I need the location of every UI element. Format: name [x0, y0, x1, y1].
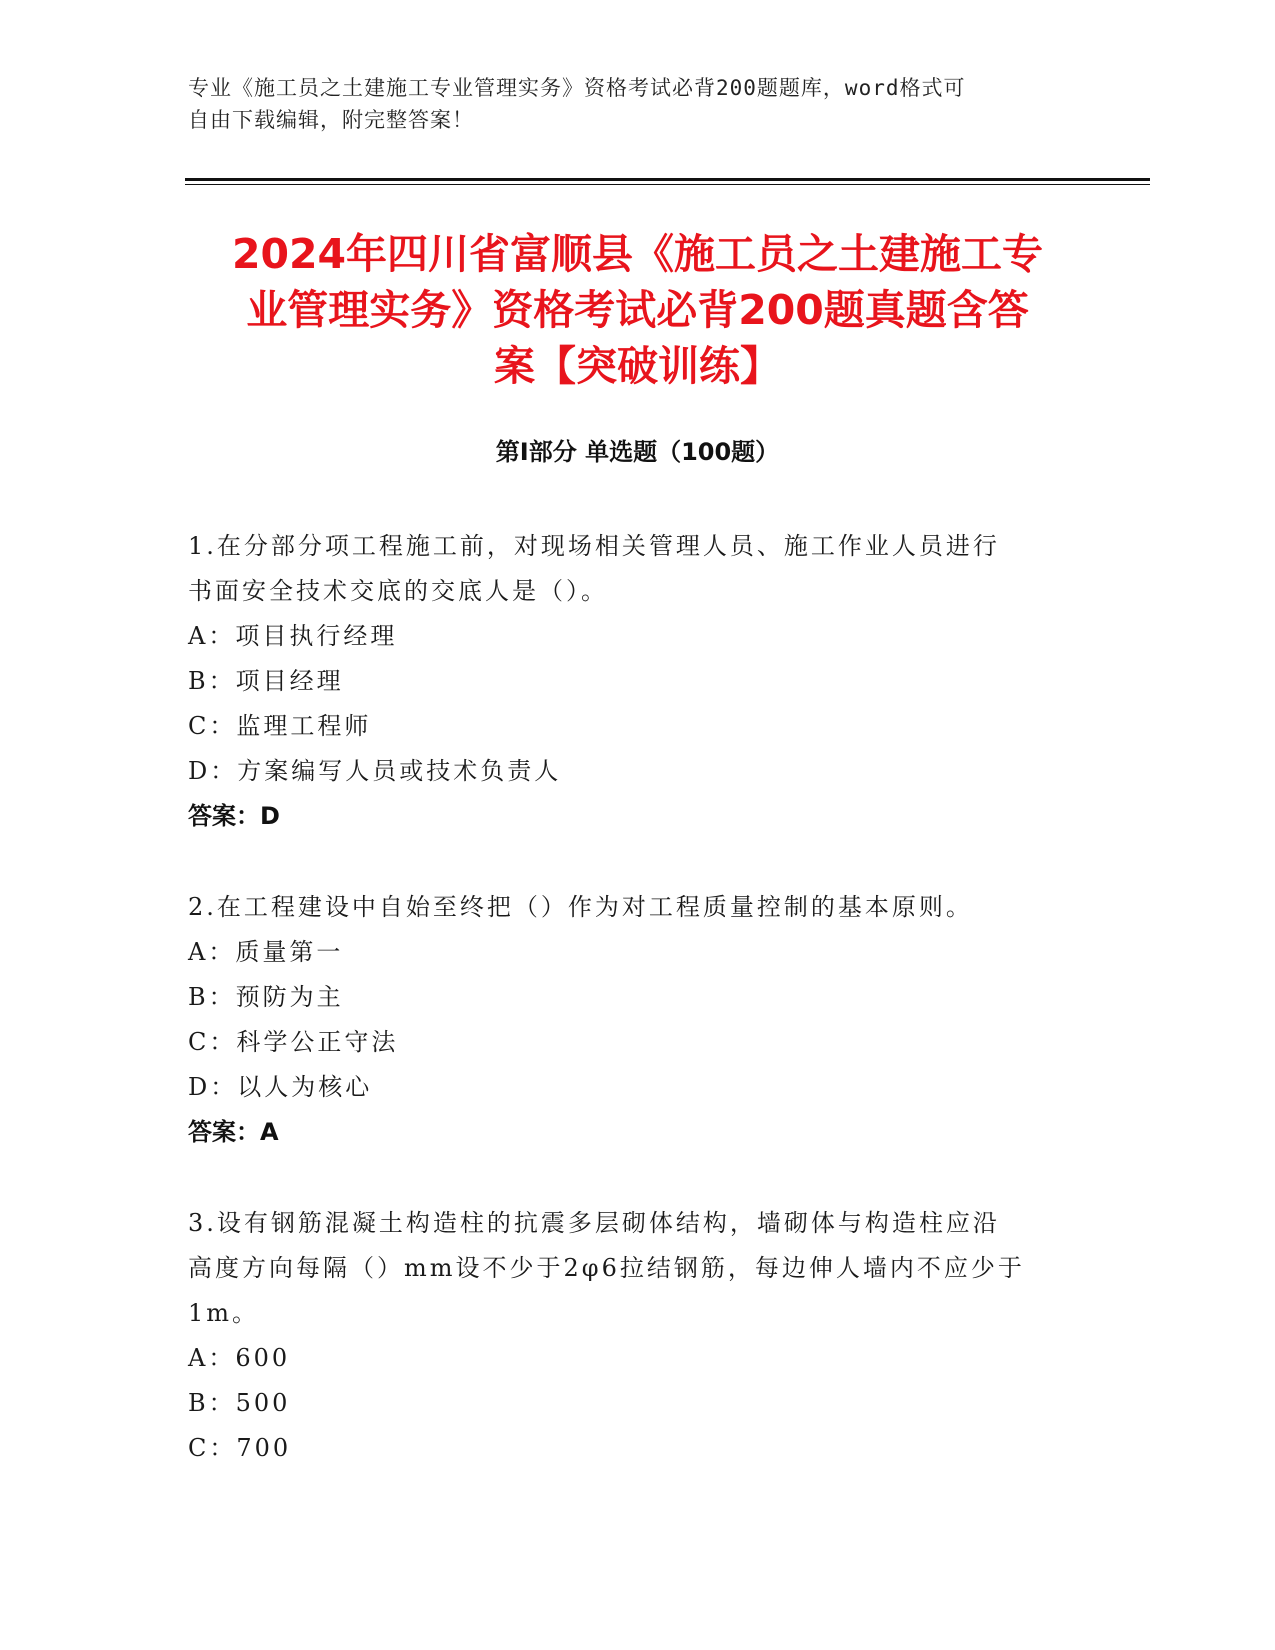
question-option: C：700 — [188, 1434, 292, 1462]
question-option: C：科学公正守法 — [188, 1028, 399, 1056]
question-stem-line: 1m。 — [188, 1299, 260, 1327]
question-option: B：项目经理 — [188, 667, 344, 695]
question-list — [188, 524, 1088, 1517]
question-option: C：监理工程师 — [188, 712, 372, 740]
header-note — [188, 72, 1088, 136]
question-block — [188, 885, 1088, 1155]
header-rule-thick — [185, 178, 1150, 181]
document-title — [150, 226, 1125, 394]
question-answer: 答案：A — [188, 1118, 279, 1146]
question-stem-line: 高度方向每隔（）mm设不少于2φ6拉结钢筋，每边伸人墙内不应少于 — [188, 1254, 1025, 1282]
header-note-line-1: 专业《施工员之土建施工专业管理实务》资格考试必背200题题库，word格式可 — [188, 76, 966, 100]
question-block — [188, 524, 1088, 839]
header-rule-thin — [185, 184, 1150, 185]
question-option: A：项目执行经理 — [188, 622, 398, 650]
question-option: D：以人为核心 — [188, 1073, 373, 1101]
document-title-line-1: 2024年四川省富顺县《施工员之土建施工专 — [231, 230, 1044, 278]
question-stem-line: 书面安全技术交底的交底人是（）。 — [188, 577, 608, 605]
document-title-line-2: 业管理实务》资格考试必背200题真题含答 — [246, 286, 1029, 334]
section-title: 第Ⅰ部分 单选题（100题） — [495, 438, 780, 466]
question-stem-line: 2.在工程建设中自始至终把（）作为对工程质量控制的基本原则。 — [188, 893, 973, 921]
question-block — [188, 1201, 1088, 1471]
question-stem-line: 3.设有钢筋混凝土构造柱的抗震多层砌体结构，墙砌体与构造柱应沿 — [188, 1209, 1000, 1237]
question-option: B：500 — [188, 1389, 291, 1417]
document-title-line-3: 案【突破训练】 — [494, 342, 781, 390]
question-stem-line: 1.在分部分项工程施工前，对现场相关管理人员、施工作业人员进行 — [188, 532, 1000, 560]
question-answer: 答案：D — [188, 802, 280, 830]
question-option: D：方案编写人员或技术负责人 — [188, 757, 562, 785]
question-option: A：质量第一 — [188, 938, 344, 966]
question-option: A：600 — [188, 1344, 291, 1372]
header-note-line-2: 自由下载编辑，附完整答案！ — [188, 108, 474, 132]
question-option: B：预防为主 — [188, 983, 344, 1011]
